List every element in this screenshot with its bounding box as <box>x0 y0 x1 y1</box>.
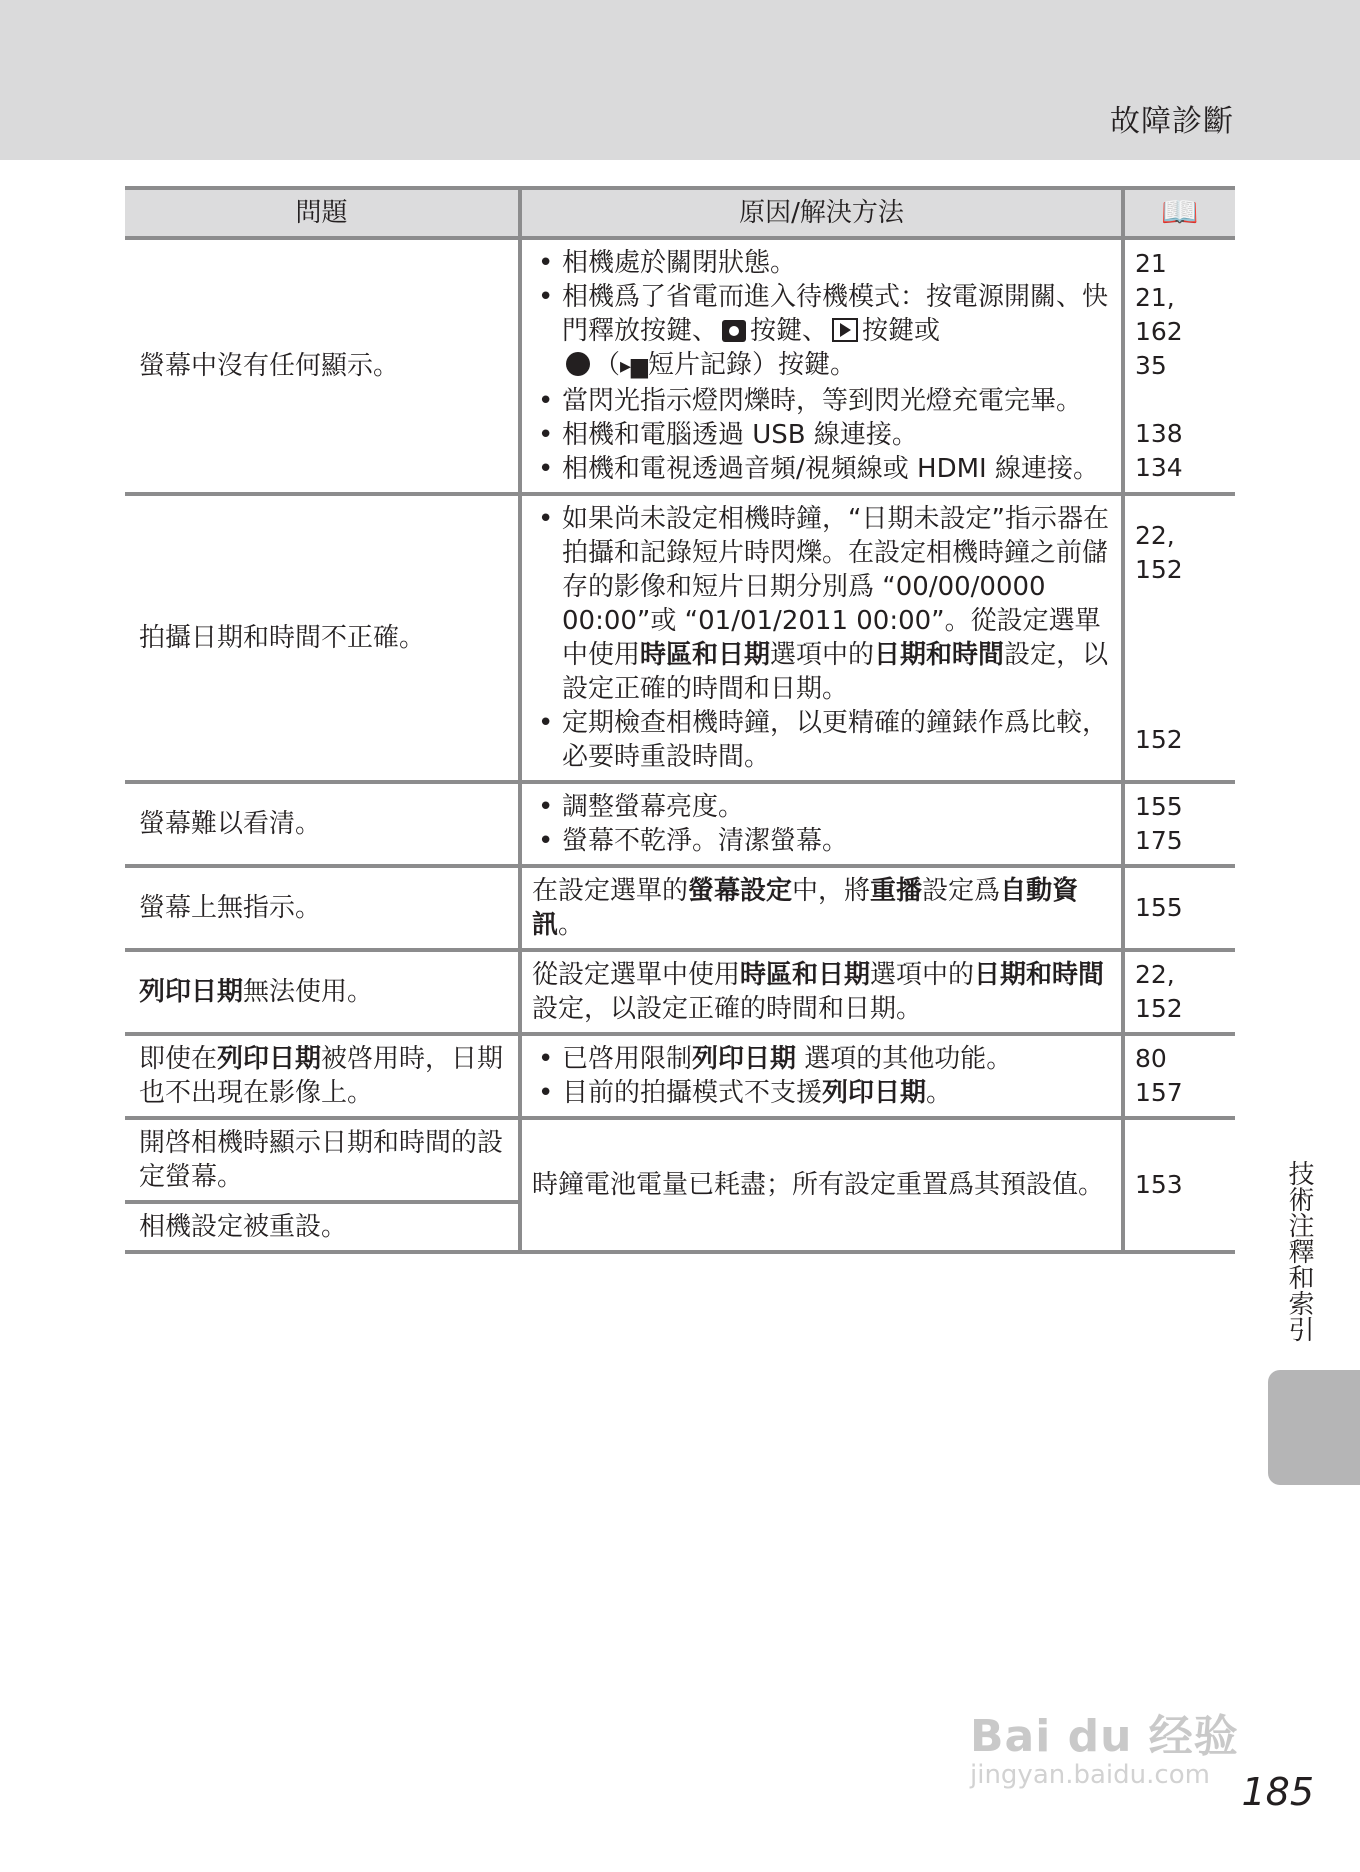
column-header-problem: 問題 <box>125 188 520 238</box>
table-row <box>125 494 1235 782</box>
page-ref: 35 <box>1135 351 1167 380</box>
list-item: • 目前的拍攝模式不支援列印日期。 <box>532 1076 1111 1110</box>
page-ref-cell: 155 <box>1123 866 1235 950</box>
table-row <box>125 1034 1235 1118</box>
page-ref-cell: 153 <box>1123 1118 1235 1252</box>
page-ref: 22, 152 <box>1135 521 1183 584</box>
book-icon: 📖 <box>1161 194 1199 230</box>
problem-cell: 列印日期無法使用。 <box>125 950 520 1034</box>
movie-icon: ▸▆ <box>620 354 648 379</box>
page-ref: 134 <box>1135 453 1183 482</box>
page-ref-cell: 22, 152 <box>1123 950 1235 1034</box>
page-ref-cell <box>1123 782 1235 866</box>
table-row <box>125 782 1235 866</box>
table-row <box>125 238 1235 494</box>
solution-cell <box>520 1034 1123 1118</box>
list-item: • 相機和電腦透過 USB 線連接。 <box>532 418 1111 452</box>
solution-cell <box>520 494 1123 782</box>
list-item: • 相機處於關閉狀態。 <box>532 246 1111 280</box>
problem-cell: 相機設定被重設。 <box>125 1202 520 1252</box>
troubleshooting-table <box>125 186 1235 1254</box>
problem-cell: 螢幕上無指示。 <box>125 866 520 950</box>
problem-cell: 螢幕難以看清。 <box>125 782 520 866</box>
problem-cell: 即使在列印日期被啓用時，日期也不出現在影像上。 <box>125 1034 520 1118</box>
table-row <box>125 1118 1235 1202</box>
problem-cell: 開啓相機時顯示日期和時間的設定螢幕。 <box>125 1118 520 1202</box>
page-ref: 175 <box>1135 826 1183 855</box>
page-ref-cell <box>1123 494 1235 782</box>
playback-icon <box>832 318 858 342</box>
page-ref: 157 <box>1135 1078 1183 1107</box>
table-header-row <box>125 188 1235 238</box>
problem-cell: 螢幕中沒有任何顯示。 <box>125 238 520 494</box>
list-item: • 相機爲了省電而進入待機模式：按電源開關、快門釋放按鍵、 按鍵、 按鍵或 （▸▆短片記錄）按鍵。 <box>532 280 1111 384</box>
side-tab <box>1268 1370 1360 1485</box>
page-ref: 21, 162 <box>1135 283 1183 346</box>
page-header-band <box>0 0 1360 160</box>
section-title: 故障診斷 <box>1110 104 1234 139</box>
list-item: • 相機和電視透過音頻/視頻線或 HDMI 線連接。 <box>532 452 1111 486</box>
page-number: 185 <box>1241 1770 1314 1814</box>
solution-cell: 從設定選單中使用時區和日期選項中的日期和時間設定，以設定正確的時間和日期。 <box>520 950 1123 1034</box>
page-ref: 21 <box>1135 249 1167 278</box>
page-ref-cell <box>1123 1034 1235 1118</box>
list-item: • 如果尚未設定相機時鐘，“日期未設定”指示器在拍攝和記錄短片時閃爍。在設定相機時鐘之前儲存的影像和短片日期分別爲 “00/00/0000 00:00”或 “01/01/2011 00:00”。從設定選單中使用時區和日期選項中的日期和時間設定，以設定正確的時間和日期。 <box>532 502 1111 706</box>
page-ref: 155 <box>1135 792 1183 821</box>
page-ref: 152 <box>1135 725 1183 754</box>
watermark-logo: Bai du 经验 <box>970 1711 1239 1762</box>
solution-cell: 時鐘電池電量已耗盡；所有設定重置爲其預設值。 <box>520 1118 1123 1252</box>
list-item: • 定期檢查相機時鐘，以更精確的鐘錶作爲比較，必要時重設時間。 <box>532 706 1111 774</box>
column-header-solution: 原因/解決方法 <box>520 188 1123 238</box>
solution-cell <box>520 782 1123 866</box>
table-row <box>125 866 1235 950</box>
problem-cell: 拍攝日期和時間不正確。 <box>125 494 520 782</box>
table-row <box>125 950 1235 1034</box>
column-header-pages <box>1123 188 1235 238</box>
list-item: • 調整螢幕亮度。 <box>532 790 1111 824</box>
record-icon <box>566 352 590 376</box>
list-item: • 已啓用限制列印日期 選項的其他功能。 <box>532 1042 1111 1076</box>
page-ref-cell <box>1123 238 1235 494</box>
side-tab-label: 技術注釋和索引 <box>1284 1160 1314 1342</box>
page-ref: 80 <box>1135 1044 1167 1073</box>
list-item: • 當閃光指示燈閃爍時，等到閃光燈充電完畢。 <box>532 384 1111 418</box>
watermark-url: jingyan.baidu.com <box>970 1760 1210 1790</box>
solution-cell: 在設定選單的螢幕設定中，將重播設定爲自動資訊。 <box>520 866 1123 950</box>
page-ref: 138 <box>1135 419 1183 448</box>
list-item: • 螢幕不乾淨。清潔螢幕。 <box>532 824 1111 858</box>
camera-icon <box>722 320 746 342</box>
solution-cell <box>520 238 1123 494</box>
